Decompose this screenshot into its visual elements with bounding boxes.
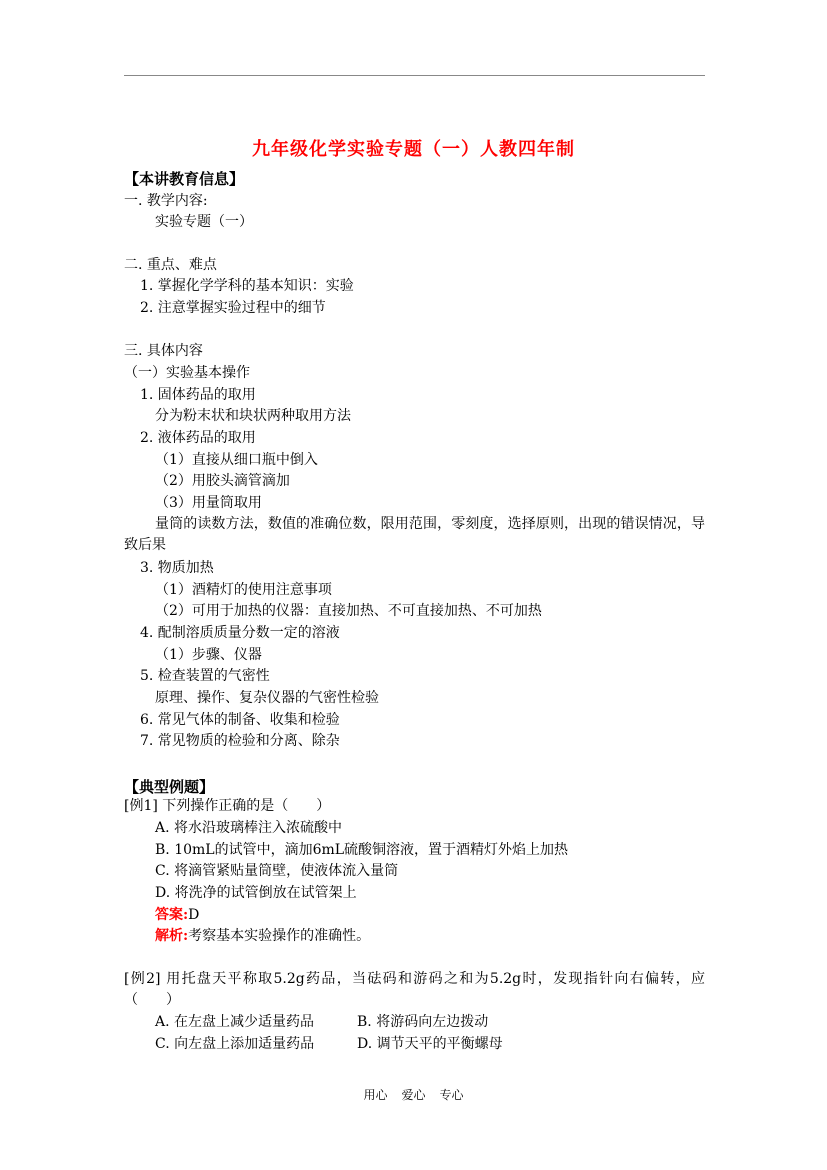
footer-word: 专心 bbox=[439, 1088, 464, 1102]
example-question: [例1] 下列操作正确的是（ ） bbox=[124, 798, 331, 814]
sub-item: （3）用量筒取用 bbox=[155, 495, 262, 511]
list-item: 1. 固体药品的取用 bbox=[140, 387, 256, 403]
example-option: A. 在左盘上减少适量药品 bbox=[155, 1014, 315, 1030]
list-item: 7. 常见物质的检验和分离、除杂 bbox=[140, 733, 340, 749]
analysis-line bbox=[155, 927, 370, 945]
example-option: B. 10mL的试管中，滴加6mL硫酸铜溶液，置于酒精灯外焰上加热 bbox=[155, 842, 569, 858]
list-item: 1. 掌握化学学科的基本知识：实验 bbox=[140, 278, 354, 294]
sub-item: （1）直接从细口瓶中倒入 bbox=[155, 452, 318, 468]
list-item: 4. 配制溶质质量分数一定的溶液 bbox=[140, 625, 340, 641]
footer-word: 爱心 bbox=[401, 1088, 426, 1102]
list-item: 3. 物质加热 bbox=[140, 560, 214, 576]
list-item: 2. 注意掌握实验过程中的细节 bbox=[140, 300, 326, 316]
part3-heading: 三. 具体内容 bbox=[124, 343, 203, 359]
list-item: 5. 检查装置的气密性 bbox=[140, 668, 270, 684]
answer-label: 答案: bbox=[155, 907, 189, 923]
part1-heading: 一. 教学内容: bbox=[124, 193, 208, 209]
example-option: D. 调节天平的平衡螺母 bbox=[357, 1036, 503, 1052]
example-option: D. 将洗净的试管倒放在试管架上 bbox=[155, 885, 357, 901]
list-item: 6. 常见气体的制备、收集和检验 bbox=[140, 712, 340, 728]
footer-word: 用心 bbox=[363, 1088, 388, 1102]
document-title: 九年级化学实验专题（一）人教四年制 bbox=[252, 139, 575, 160]
paragraph: 量筒的读数方法，数值的准确位数，限用范围，零刻度，选择原则，出现的错误情况，导致后果 bbox=[124, 516, 705, 553]
sub-item: （2）可用于加热的仪器：直接加热、不可直接加热、不可加热 bbox=[155, 603, 542, 619]
sub-item: （1）步骤、仪器 bbox=[155, 647, 262, 663]
example-option: C. 将滴管紧贴量筒壁，使液体流入量筒 bbox=[155, 863, 399, 879]
part1-content: 实验专题（一） bbox=[155, 214, 253, 230]
list-item-note: 原理、操作、复杂仪器的气密性检验 bbox=[155, 690, 379, 706]
section-heading-info: 【本讲教育信息】 bbox=[124, 170, 245, 188]
analysis-value: 考察基本实验操作的准确性。 bbox=[188, 928, 371, 944]
list-item-note: 分为粉末状和块状两种取用方法 bbox=[155, 408, 351, 424]
sub-item: （1）酒精灯的使用注意事项 bbox=[155, 582, 332, 598]
page-footer bbox=[0, 1086, 827, 1103]
list-item: 2. 液体药品的取用 bbox=[140, 430, 256, 446]
example-option: C. 向左盘上添加适量药品 bbox=[155, 1036, 315, 1052]
part3-subheading: （一）实验基本操作 bbox=[124, 365, 250, 381]
section-heading-examples: 【典型例题】 bbox=[124, 778, 215, 796]
part2-heading: 二. 重点、难点 bbox=[124, 257, 217, 273]
analysis-label: 解析: bbox=[155, 928, 189, 944]
example-question: [例2] 用托盘天平称取5.2g药品，当砝码和游码之和为5.2g时，发现指针向右偏转，应（ ） bbox=[124, 971, 705, 1008]
header-rule bbox=[124, 75, 705, 76]
answer-line bbox=[155, 906, 199, 924]
sub-item: （2）用胶头滴管滴加 bbox=[155, 473, 290, 489]
answer-value: D bbox=[188, 907, 200, 923]
example-option: A. 将水沿玻璃棒注入浓硫酸中 bbox=[155, 820, 343, 836]
example-option: B. 将游码向左边拨动 bbox=[357, 1014, 489, 1030]
